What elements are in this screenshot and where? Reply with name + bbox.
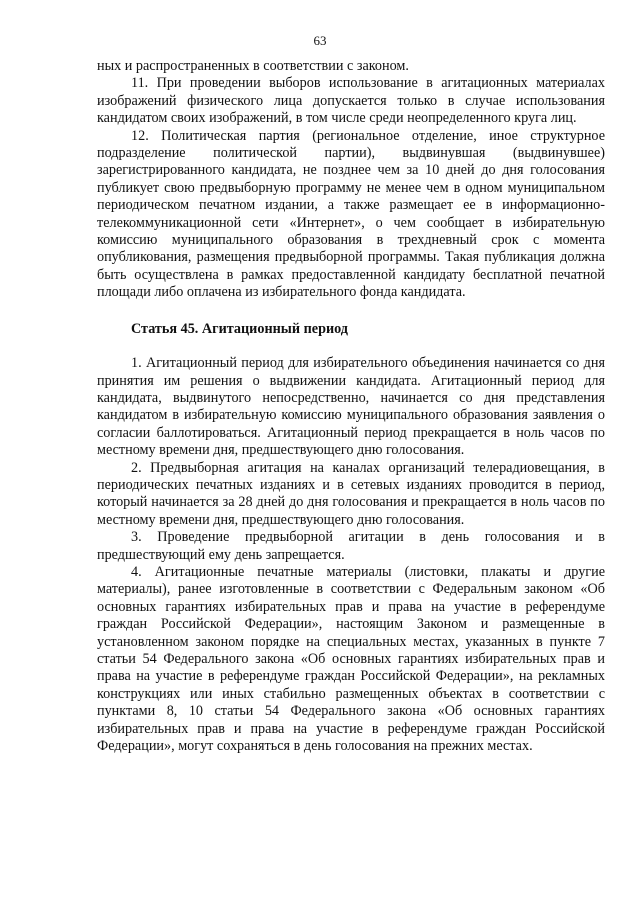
paragraph-11: 11. При проведении выборов использование в агитационных материалах изображений физического лица допускается только в случае использования кандидатом своих изображений, в том числе среди неопределенного круга лиц. xyxy=(97,75,605,127)
article-heading: Статья 45. Агитационный период xyxy=(131,320,348,337)
page-number: 63 xyxy=(313,33,327,48)
document-body xyxy=(97,58,605,755)
article-paragraph-2: 2. Предвыборная агитация на каналах организаций телерадиовещания, в периодических печатных изданиях и в сетевых изданиях проводится в период, который начинается за 28 дней до дня голосования и прекращается в ноль часов по местному времени дня, предшествующего дню голосования. xyxy=(97,459,605,528)
paragraph-continuation: ных и распространенных в соответствии с законом. xyxy=(97,58,409,74)
paragraph-12: 12. Политическая партия (региональное отделение, иное структурное подразделение политической партии), выдвинувшая (выдвинувшее) зарегистрированного кандидата, не позднее чем за 10 дней до дня голосования публикует свою предвыборную программу не менее чем в одном муниципальном периодическом печатном издании, а также размещает ее в информационно-телекоммуникационной сети «Интернет», о чем сообщает в избирательную комиссию муниципального образования в трехдневный срок с момента опубликования, размещения предвыборной программы. Такая публикация должна быть осуществлена в рамках предоставленной кандидату бесплатной печатной площади либо оплачена из избирательного фонда кандидата. xyxy=(97,127,605,301)
article-paragraph-3: 3. Проведение предвыборной агитации в день голосования и в предшествующий ему день запрещается. xyxy=(97,529,605,563)
article-paragraph-4: 4. Агитационные печатные материалы (листовки, плакаты и другие материалы), ранее изготовленные в соответствии с Федеральным законом «Об основных гарантиях избирательных прав и права на участие в референдуме граждан Российской Федерации», настоящим Законом и размещенные в установленном законом порядке на специальных местах, указанных в пункте 7 статьи 54 Федерального закона «Об основных гарантиях избирательных прав и права на участие в референдуме граждан Российской Федерации», на рекламных конструкциях или иных стабильно размещенных объектах в соответствии с пунктами 8, 10 статьи 54 Федерального закона «Об основных гарантиях избирательных прав и права на участие в референдуме граждан Российской Федерации», могут сохраняться в день голосования на прежних местах. xyxy=(97,563,605,755)
article-paragraph-1: 1. Агитационный период для избирательного объединения начинается со дня принятия им решения о выдвижении кандидата. Агитационный период для кандидата, выдвинутого непосредственно, начинается со дня представления кандидатом в избирательную комиссию муниципального образования заявления о согласии баллотироваться. Агитационный период прекращается в ноль часов по местному времени дня, предшествующего дню голосования. xyxy=(97,355,605,459)
